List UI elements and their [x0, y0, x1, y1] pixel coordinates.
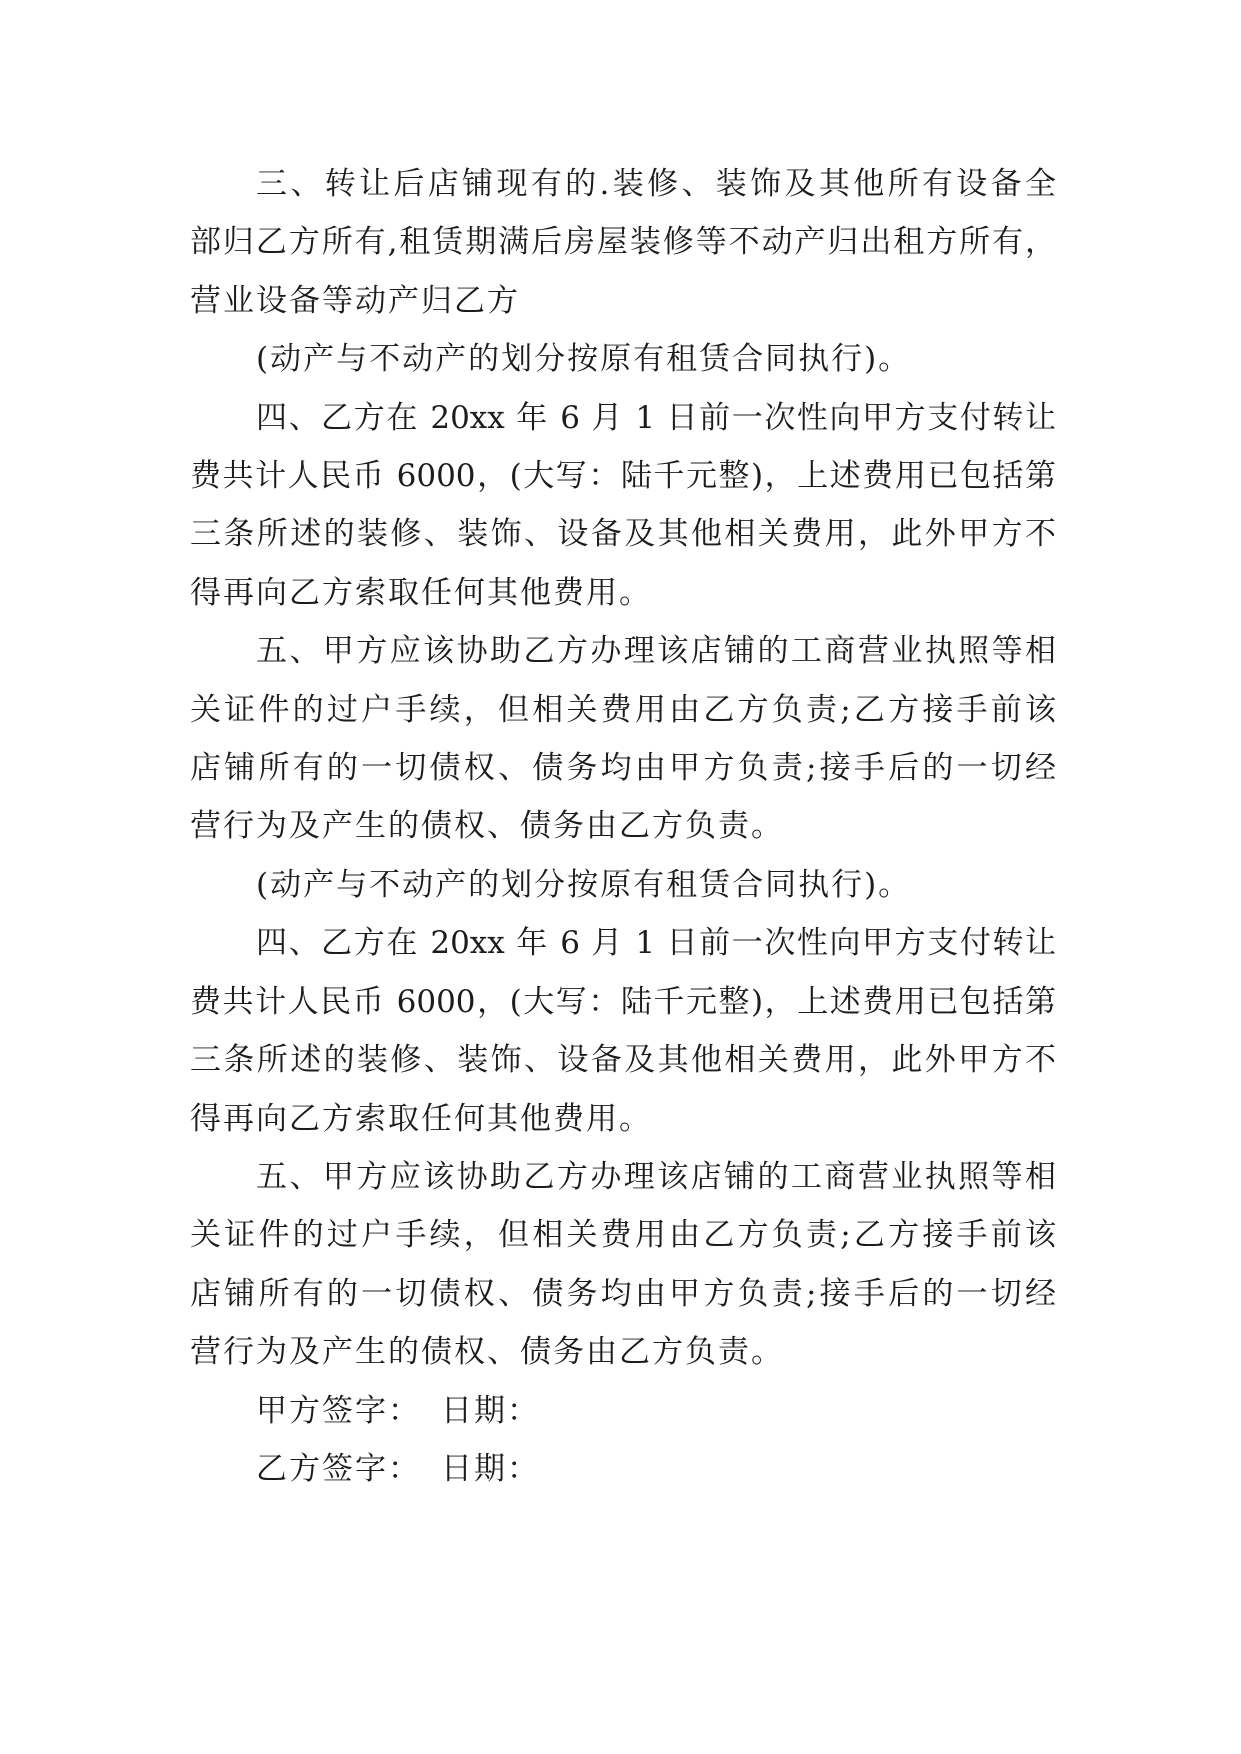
clause-5-line-1: 五、甲方应该协助乙方办理该店铺的工商营业执照等相 — [256, 633, 1056, 670]
clause-3-paragraph — [190, 155, 1056, 330]
party-a-signature-line — [190, 1382, 1056, 1440]
clause-3-line-1: 三、转让后店铺现有的.装修、装饰及其他所有设备全 — [256, 166, 1056, 202]
clause-4-repeat-line-2: 费共计人民币 6000，(大写：陆千元整)，上述费用已包括第 — [190, 983, 1056, 1020]
clause-5-repeat-line-3: 店铺所有的一切债权、债务均由甲方负责;接手后的一切经 — [190, 1275, 1056, 1312]
clause-5-paragraph-repeat — [190, 1148, 1056, 1382]
party-b-date-label: 日期： — [441, 1450, 540, 1487]
clause-4-line-2: 费共计人民币 6000，(大写：陆千元整)，上述费用已包括第 — [190, 458, 1056, 495]
clause-4-line-3: 三条所述的装修、装饰、设备及其他相关费用，此外甲方不 — [190, 516, 1056, 553]
clause-5-repeat-line-1: 五、甲方应该协助乙方办理该店铺的工商营业执照等相 — [256, 1158, 1056, 1195]
clause-5-paragraph — [190, 622, 1056, 856]
property-division-note-repeat-line: (动产与不动产的划分按原有租赁合同执行)。 — [256, 866, 912, 903]
signature-block — [190, 1382, 1056, 1499]
clause-4-paragraph — [190, 389, 1056, 623]
property-division-note-repeat — [190, 856, 1056, 914]
party-b-signature-label: 乙方签字： — [256, 1450, 421, 1487]
clause-4-repeat-line-4: 得再向乙方索取任何其他费用。 — [190, 1100, 652, 1137]
clause-5-line-3: 店铺所有的一切债权、债务均由甲方负责;接手后的一切经 — [190, 750, 1056, 787]
clause-5-line-4: 营行为及产生的债权、债务由乙方负责。 — [190, 808, 784, 845]
property-division-note-line: (动产与不动产的划分按原有租赁合同执行)。 — [256, 341, 912, 378]
clause-4-line-1: 四、乙方在 20xx 年 6 月 1 日前一次性向甲方支付转让 — [256, 399, 1056, 436]
clause-5-repeat-line-4: 营行为及产生的债权、债务由乙方负责。 — [190, 1334, 784, 1371]
party-b-signature-line — [190, 1440, 1056, 1498]
clause-5-repeat-line-2: 关证件的过户手续，但相关费用由乙方负责;乙方接手前该 — [190, 1217, 1056, 1254]
party-a-signature-label: 甲方签字： — [256, 1392, 421, 1429]
clause-3-line-2: 部归乙方所有,租赁期满后房屋装修等不动产归出租方所有， — [190, 224, 1056, 261]
party-a-date-label: 日期： — [441, 1392, 540, 1429]
clause-4-repeat-line-1: 四、乙方在 20xx 年 6 月 1 日前一次性向甲方支付转让 — [256, 925, 1056, 962]
clause-4-paragraph-repeat — [190, 914, 1056, 1148]
clause-4-repeat-line-3: 三条所述的装修、装饰、设备及其他相关费用，此外甲方不 — [190, 1042, 1056, 1079]
clause-3-line-3: 营业设备等动产归乙方 — [190, 282, 520, 319]
document-body — [190, 155, 1056, 1498]
property-division-note — [190, 330, 1056, 388]
clause-4-line-4: 得再向乙方索取任何其他费用。 — [190, 574, 652, 611]
clause-5-line-2: 关证件的过户手续，但相关费用由乙方负责;乙方接手前该 — [190, 691, 1056, 728]
